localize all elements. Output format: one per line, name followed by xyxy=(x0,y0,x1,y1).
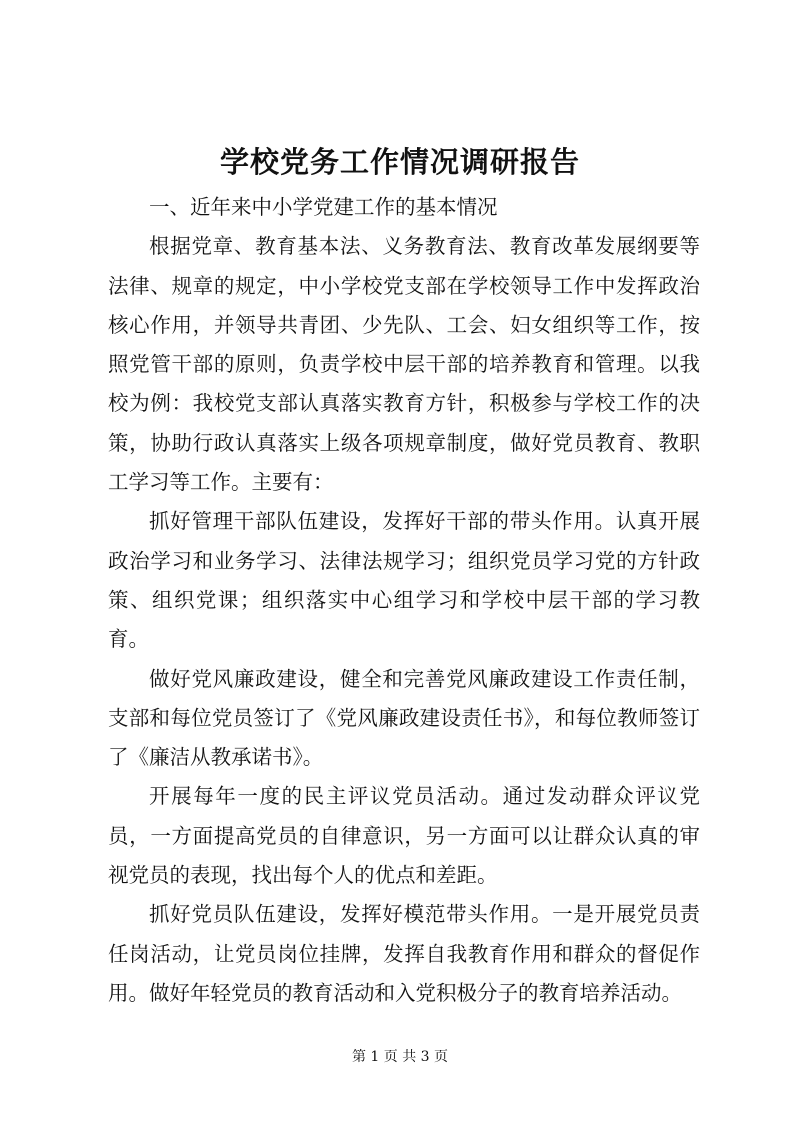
paragraph-2: 抓好管理干部队伍建设，发挥好干部的带头作用。认真开展政治学习和业务学习、法律法规学习；组织党员学习党的方针政策、组织党课；组织落实中心组学习和学校中层干部的学习教育。 xyxy=(108,509,700,652)
paragraph-1: 根据党章、教育基本法、义务教育法、教育改革发展纲要等法律、规章的规定，中小学校党支部在学校领导工作中发挥政治核心作用，并领导共青团、少先队、工会、妇女组织等工作，按照党管干部的原则，负责学校中层干部的培养教育和管理。以我校为例：我校党支部认真落实教育方针，积极参与学校工作的决策，协助行政认真落实上级各项规章制度，做好党员教育、教职工学习等工作。主要有： xyxy=(108,234,700,495)
document-body xyxy=(108,188,700,1013)
page-footer: 第 1 页 共 3 页 xyxy=(351,1049,449,1065)
paragraph-5: 抓好党员队伍建设，发挥好模范带头作用。一是开展党员责任岗活动，让党员岗位挂牌，发挥自我教育作用和群众的督促作用。做好年轻党员的教育活动和入党积极分子的教育培养活动。 xyxy=(108,902,700,1005)
paragraph-4: 开展每年一度的民主评议党员活动。通过发动群众评议党员，一方面提高党员的自律意识，另一方面可以让群众认真的审视党员的表现，找出每个人的优点和差距。 xyxy=(108,784,700,888)
document-title: 学校党务工作情况调研报告 xyxy=(219,145,580,179)
section-heading: 一、近年来中小学党建工作的基本情况 xyxy=(149,195,498,219)
paragraph-3: 做好党风廉政建设，健全和完善党风廉政建设工作责任制，支部和每位党员签订了《党风廉政建设责任书》，和每位教师签订了《廉洁从教承诺书》。 xyxy=(108,666,700,770)
